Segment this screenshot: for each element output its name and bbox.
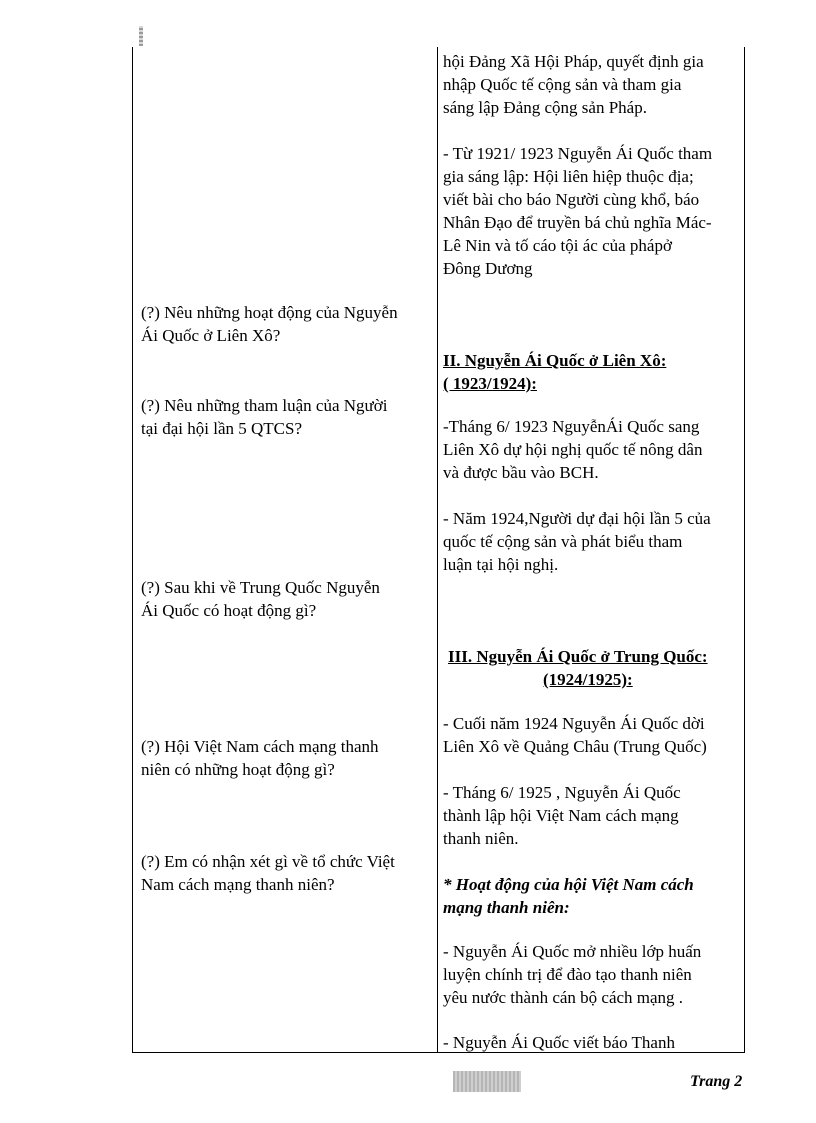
paragraph-1-line-3: sáng lập Đảng cộng sản Pháp. [443,98,647,117]
section-2-heading-line-1: II. Nguyễn Ái Quốc ở Liên Xô: [443,351,667,370]
paragraph-1-line-1: hội Đảng Xã Hội Pháp, quyết định gia [443,52,704,71]
subheading-line-1: * Hoạt động của hội Việt Nam cách [443,875,694,894]
paragraph-4-line-1: - Năm 1924,Người dự đại hội lần 5 của [443,509,711,528]
question-1-line-2: Ái Quốc ở Liên Xô? [141,326,281,345]
question-1-line-1: (?) Nêu những hoạt động của Nguyễn [141,303,398,322]
paragraph-2-line-1: - Từ 1921/ 1923 Nguyễn Ái Quốc tham [443,144,713,163]
question-2-line-1: (?) Nêu những tham luận của Người [141,396,388,415]
page-marker [139,26,143,46]
paragraph-2-line-4: Nhân Đạo để truyền bá chủ nghĩa Mác- [443,213,712,232]
paragraph-2-line-6: Đông Dương [443,259,533,278]
paragraph-3-line-1: -Tháng 6/ 1923 NguyễnÁi Quốc sang [443,417,700,436]
paragraph-6-line-3: thanh niên. [443,829,519,848]
column-divider [437,47,438,1053]
paragraph-8-line-1: - Nguyễn Ái Quốc viết báo Thanh [443,1033,675,1052]
paragraph-2-line-2: gia sáng lập: Hội liên hiệp thuộc địa; [443,167,694,186]
paragraph-3-line-2: Liên Xô dự hội nghị quốc tế nông dân [443,440,703,459]
page-number: Trang 2 [690,1073,743,1090]
paragraph-3-line-3: và được bầu vào BCH. [443,463,599,482]
question-4-line-1: (?) Hội Việt Nam cách mạng thanh [141,737,379,756]
paragraph-7-line-2: luyện chính trị để đào tạo thanh niên [443,965,692,984]
section-2-heading-line-2: ( 1923/1924): [443,374,537,393]
question-3-line-1: (?) Sau khi về Trung Quốc Nguyễn [141,578,380,597]
paragraph-4-line-2: quốc tế cộng sản và phát biểu tham [443,532,683,551]
question-3-line-2: Ái Quốc có hoạt động gì? [141,601,317,620]
paragraph-7-line-3: yêu nước thành cán bộ cách mạng . [443,988,684,1007]
paragraph-5-line-2: Liên Xô về Quảng Châu (Trung Quốc) [443,737,707,756]
section-3-heading-line-1: III. Nguyễn Ái Quốc ở Trung Quốc: [448,647,708,666]
paragraph-4-line-3: luận tại hội nghị. [443,555,559,574]
section-3-heading-line-2: (1924/1925): [543,670,633,689]
paragraph-5-line-1: - Cuối năm 1924 Nguyễn Ái Quốc dời [443,714,705,733]
question-5-line-2: Nam cách mạng thanh niên? [141,875,335,894]
paragraph-6-line-1: - Tháng 6/ 1925 , Nguyễn Ái Quốc [443,783,681,802]
question-5-line-1: (?) Em có nhận xét gì về tổ chức Việt [141,852,395,871]
paragraph-2-line-3: viết bài cho báo Người cùng khổ, báo [443,190,700,209]
question-4-line-2: niên có những hoạt động gì? [141,760,335,779]
paragraph-1-line-2: nhập Quốc tế cộng sản và tham gia [443,75,682,94]
question-2-line-2: tại đại hội lần 5 QTCS? [141,419,303,438]
paragraph-2-line-5: Lê Nin và tố cáo tội ác của phápở [443,236,672,255]
paragraph-6-line-2: thành lập hội Việt Nam cách mạng [443,806,679,825]
footer-decoration [453,1071,521,1092]
subheading-line-2: mạng thanh niên: [443,898,570,917]
paragraph-7-line-1: - Nguyễn Ái Quốc mở nhiều lớp huấn [443,942,702,961]
